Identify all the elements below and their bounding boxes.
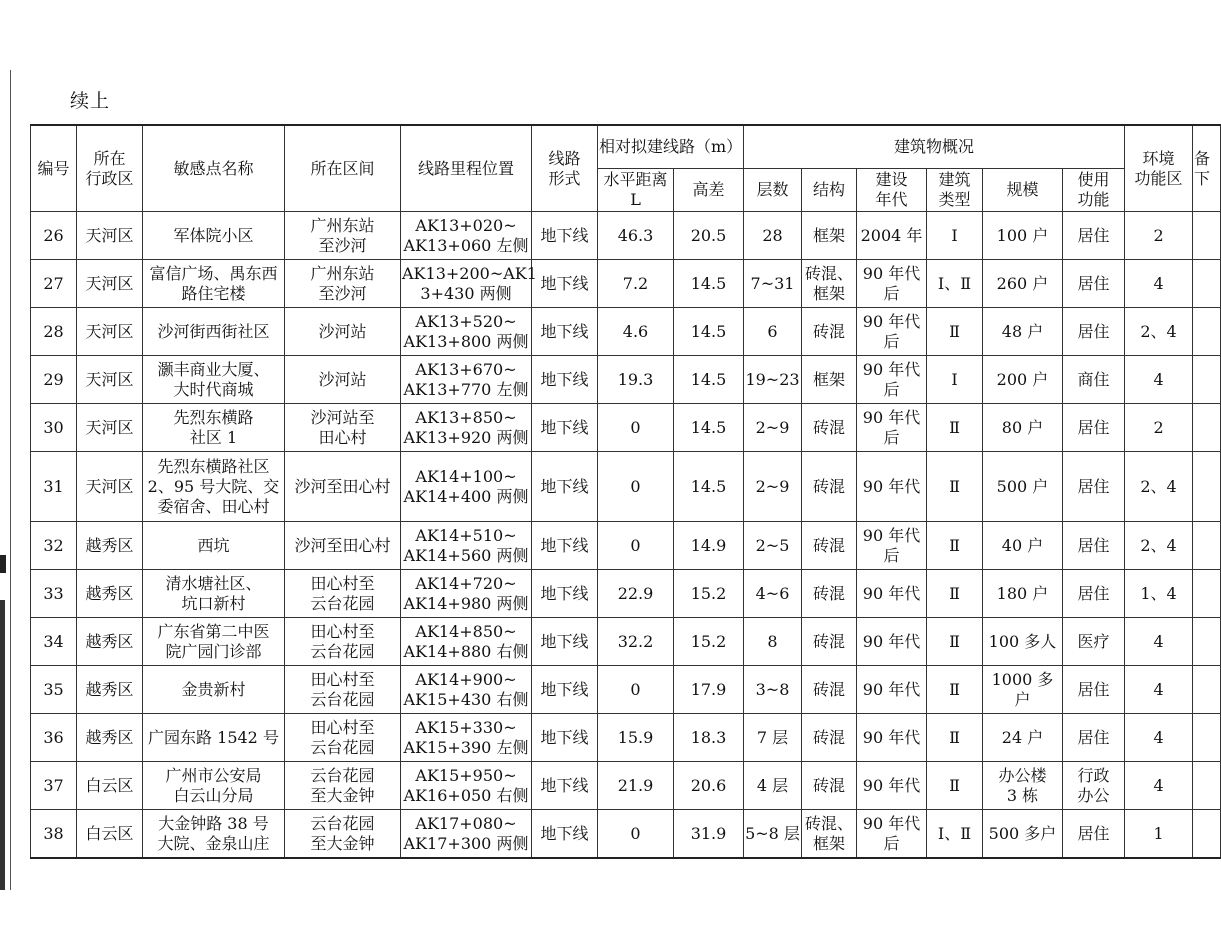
- cell-id: 36: [31, 714, 77, 762]
- cell-id: 35: [31, 666, 77, 714]
- cell-structure: 砖混: [802, 666, 857, 714]
- cell-name: 大金钟路 38 号 大院、金泉山庄: [143, 810, 285, 859]
- cell-mileage: AK14+850~ AK14+880 右侧: [401, 618, 532, 666]
- cell-env-zone: 2、4: [1125, 308, 1193, 356]
- cell-env-zone: 1: [1125, 810, 1193, 859]
- cell-build-era: 90 年代: [857, 714, 927, 762]
- cell-structure: 砖混: [802, 452, 857, 522]
- cell-cut: [1193, 714, 1221, 762]
- cell-env-zone: 2: [1125, 212, 1193, 260]
- table-row: [31, 810, 1221, 859]
- table-row: [31, 212, 1221, 260]
- table-row: [31, 522, 1221, 570]
- cell-height-diff: 15.2: [674, 570, 744, 618]
- cell-build-era: 90 年代 后: [857, 260, 927, 308]
- cell-floors: 5~8 层: [744, 810, 802, 859]
- cell-env-zone: 2、4: [1125, 522, 1193, 570]
- cell-floors: 7 层: [744, 714, 802, 762]
- header-section: 所在区间: [285, 125, 401, 212]
- cell-horizontal: 0: [598, 404, 674, 452]
- cell-district: 白云区: [77, 762, 143, 810]
- cell-id: 26: [31, 212, 77, 260]
- cell-cut: [1193, 570, 1221, 618]
- cell-cut: [1193, 810, 1221, 859]
- cell-district: 越秀区: [77, 618, 143, 666]
- cell-section: 沙河站: [285, 356, 401, 404]
- cell-horizontal: 19.3: [598, 356, 674, 404]
- cell-horizontal: 22.9: [598, 570, 674, 618]
- cell-building-type: Ⅰ、Ⅱ: [927, 260, 983, 308]
- cell-env-zone: 1、4: [1125, 570, 1193, 618]
- cell-floors: 6: [744, 308, 802, 356]
- cell-usage: 居住: [1063, 260, 1125, 308]
- cell-section: 沙河至田心村: [285, 522, 401, 570]
- cell-building-type: Ⅱ: [927, 522, 983, 570]
- header-building-group: 建筑物概况: [744, 125, 1125, 169]
- cell-usage: 居住: [1063, 404, 1125, 452]
- cell-height-diff: 15.2: [674, 618, 744, 666]
- cell-id: 31: [31, 452, 77, 522]
- cell-district: 天河区: [77, 308, 143, 356]
- cell-mileage: AK14+720~ AK14+980 两侧: [401, 570, 532, 618]
- header-env-zone: 环境 功能区: [1125, 125, 1193, 212]
- cell-id: 27: [31, 260, 77, 308]
- cell-scale: 80 户: [983, 404, 1063, 452]
- binding-edge-mark: [0, 555, 6, 573]
- cell-floors: 2~5: [744, 522, 802, 570]
- cell-section: 云台花园 至大金钟: [285, 762, 401, 810]
- cell-horizontal: 0: [598, 666, 674, 714]
- cell-line-form: 地下线: [532, 452, 598, 522]
- cell-build-era: 90 年代 后: [857, 356, 927, 404]
- table-row: [31, 452, 1221, 522]
- cell-cut: [1193, 356, 1221, 404]
- cell-structure: 框架: [802, 212, 857, 260]
- cell-line-form: 地下线: [532, 356, 598, 404]
- cell-usage: 居住: [1063, 714, 1125, 762]
- cell-section: 田心村至 云台花园: [285, 714, 401, 762]
- cell-mileage: AK14+900~ AK15+430 右侧: [401, 666, 532, 714]
- cell-mileage: AK13+200~AK1 3+430 两侧: [401, 260, 532, 308]
- cell-district: 天河区: [77, 260, 143, 308]
- cell-cut: [1193, 618, 1221, 666]
- cell-building-type: Ⅱ: [927, 404, 983, 452]
- table-row: [31, 356, 1221, 404]
- cell-name: 金贵新村: [143, 666, 285, 714]
- header-horizontal: 水平距离 L: [598, 169, 674, 212]
- cell-height-diff: 20.6: [674, 762, 744, 810]
- cell-height-diff: 14.9: [674, 522, 744, 570]
- cell-district: 天河区: [77, 452, 143, 522]
- cell-horizontal: 4.6: [598, 308, 674, 356]
- cell-env-zone: 4: [1125, 618, 1193, 666]
- cell-cut: [1193, 308, 1221, 356]
- header-cut-column: 备 下: [1193, 125, 1221, 212]
- header-district: 所在 行政区: [77, 125, 143, 212]
- header-line-form: 线路 形式: [532, 125, 598, 212]
- cell-cut: [1193, 452, 1221, 522]
- table-row: [31, 260, 1221, 308]
- cell-building-type: Ⅱ: [927, 452, 983, 522]
- cell-name: 清水塘社区、 坑口新村: [143, 570, 285, 618]
- cell-usage: 居住: [1063, 666, 1125, 714]
- table-row: [31, 618, 1221, 666]
- cell-section: 田心村至 云台花园: [285, 666, 401, 714]
- cell-mileage: AK15+950~ AK16+050 右侧: [401, 762, 532, 810]
- cell-section: 田心村至 云台花园: [285, 618, 401, 666]
- cell-usage: 商住: [1063, 356, 1125, 404]
- cell-usage: 居住: [1063, 452, 1125, 522]
- cell-line-form: 地下线: [532, 762, 598, 810]
- cell-structure: 砖混: [802, 714, 857, 762]
- cell-line-form: 地下线: [532, 308, 598, 356]
- left-margin-rule: [10, 70, 11, 890]
- cell-cut: [1193, 666, 1221, 714]
- cell-usage: 居住: [1063, 810, 1125, 859]
- cell-height-diff: 18.3: [674, 714, 744, 762]
- cell-id: 28: [31, 308, 77, 356]
- cell-build-era: 90 年代: [857, 762, 927, 810]
- header-usage: 使用 功能: [1063, 169, 1125, 212]
- header-building-type: 建筑 类型: [927, 169, 983, 212]
- table-row: [31, 762, 1221, 810]
- cell-build-era: 90 年代: [857, 618, 927, 666]
- cell-cut: [1193, 260, 1221, 308]
- cell-district: 越秀区: [77, 522, 143, 570]
- cell-mileage: AK14+100~ AK14+400 两侧: [401, 452, 532, 522]
- continued-label: 续上: [70, 90, 111, 112]
- cell-cut: [1193, 522, 1221, 570]
- cell-section: 云台花园 至大金钟: [285, 810, 401, 859]
- cell-build-era: 90 年代 后: [857, 810, 927, 859]
- cell-horizontal: 0: [598, 452, 674, 522]
- cell-name: 广东省第二中医 院广园门诊部: [143, 618, 285, 666]
- header-id: 编号: [31, 125, 77, 212]
- cell-mileage: AK14+510~ AK14+560 两侧: [401, 522, 532, 570]
- cell-build-era: 90 年代: [857, 666, 927, 714]
- cell-scale: 260 户: [983, 260, 1063, 308]
- cell-structure: 砖混、 框架: [802, 260, 857, 308]
- cell-mileage: AK13+670~ AK13+770 左侧: [401, 356, 532, 404]
- cell-district: 越秀区: [77, 714, 143, 762]
- header-build-era: 建设 年代: [857, 169, 927, 212]
- table-row: [31, 404, 1221, 452]
- cell-horizontal: 21.9: [598, 762, 674, 810]
- cell-env-zone: 4: [1125, 260, 1193, 308]
- cell-building-type: Ⅱ: [927, 762, 983, 810]
- cell-building-type: Ⅱ: [927, 308, 983, 356]
- cell-building-type: Ⅱ: [927, 714, 983, 762]
- cell-usage: 行政 办公: [1063, 762, 1125, 810]
- cell-building-type: Ⅰ: [927, 212, 983, 260]
- cell-cut: [1193, 762, 1221, 810]
- cell-name: 富信广场、禺东西 路住宅楼: [143, 260, 285, 308]
- cell-floors: 4 层: [744, 762, 802, 810]
- cell-structure: 框架: [802, 356, 857, 404]
- cell-name: 西坑: [143, 522, 285, 570]
- cell-structure: 砖混: [802, 522, 857, 570]
- cell-id: 30: [31, 404, 77, 452]
- cell-cut: [1193, 212, 1221, 260]
- cell-id: 29: [31, 356, 77, 404]
- cell-structure: 砖混: [802, 308, 857, 356]
- cell-height-diff: 14.5: [674, 404, 744, 452]
- cell-mileage: AK13+520~ AK13+800 两侧: [401, 308, 532, 356]
- cell-floors: 4~6: [744, 570, 802, 618]
- cell-scale: 180 户: [983, 570, 1063, 618]
- cell-id: 33: [31, 570, 77, 618]
- cell-floors: 8: [744, 618, 802, 666]
- cell-line-form: 地下线: [532, 404, 598, 452]
- cell-district: 白云区: [77, 810, 143, 859]
- cell-build-era: 90 年代 后: [857, 308, 927, 356]
- cell-floors: 3~8: [744, 666, 802, 714]
- cell-build-era: 90 年代: [857, 452, 927, 522]
- cell-section: 广州东站 至沙河: [285, 212, 401, 260]
- table-row: [31, 666, 1221, 714]
- cell-building-type: Ⅱ: [927, 570, 983, 618]
- cell-name: 沙河街西街社区: [143, 308, 285, 356]
- cell-line-form: 地下线: [532, 212, 598, 260]
- header-structure: 结构: [802, 169, 857, 212]
- cell-scale: 办公楼 3 栋: [983, 762, 1063, 810]
- cell-mileage: AK13+020~ AK13+060 左侧: [401, 212, 532, 260]
- header-floors: 层数: [744, 169, 802, 212]
- cell-scale: 40 户: [983, 522, 1063, 570]
- cell-structure: 砖混: [802, 618, 857, 666]
- cell-structure: 砖混: [802, 762, 857, 810]
- cell-section: 广州东站 至沙河: [285, 260, 401, 308]
- table-row: [31, 308, 1221, 356]
- cell-line-form: 地下线: [532, 260, 598, 308]
- cell-section: 田心村至 云台花园: [285, 570, 401, 618]
- header-height-diff: 高差: [674, 169, 744, 212]
- cell-horizontal: 15.9: [598, 714, 674, 762]
- cell-scale: 500 户: [983, 452, 1063, 522]
- cell-usage: 居住: [1063, 522, 1125, 570]
- cell-line-form: 地下线: [532, 522, 598, 570]
- cell-scale: 48 户: [983, 308, 1063, 356]
- cell-height-diff: 14.5: [674, 260, 744, 308]
- cell-line-form: 地下线: [532, 618, 598, 666]
- cell-horizontal: 46.3: [598, 212, 674, 260]
- cell-height-diff: 14.5: [674, 452, 744, 522]
- cell-mileage: AK17+080~ AK17+300 两侧: [401, 810, 532, 859]
- cell-building-type: Ⅱ: [927, 618, 983, 666]
- cell-section: 沙河站: [285, 308, 401, 356]
- cell-scale: 1000 多户: [983, 666, 1063, 714]
- cell-height-diff: 17.9: [674, 666, 744, 714]
- cell-district: 越秀区: [77, 666, 143, 714]
- cell-floors: 2~9: [744, 404, 802, 452]
- cell-env-zone: 2: [1125, 404, 1193, 452]
- cell-horizontal: 0: [598, 522, 674, 570]
- cell-cut: [1193, 404, 1221, 452]
- cell-name: 广园东路 1542 号: [143, 714, 285, 762]
- cell-name: 先烈东横路社区 2、95 号大院、交 委宿舍、田心村: [143, 452, 285, 522]
- cell-district: 天河区: [77, 404, 143, 452]
- sensitive-points-table: [30, 124, 1221, 859]
- cell-floors: 19~23: [744, 356, 802, 404]
- cell-name: 灏丰商业大厦、 大时代商城: [143, 356, 285, 404]
- cell-line-form: 地下线: [532, 570, 598, 618]
- cell-building-type: Ⅱ: [927, 666, 983, 714]
- cell-height-diff: 14.5: [674, 356, 744, 404]
- cell-id: 38: [31, 810, 77, 859]
- cell-env-zone: 4: [1125, 666, 1193, 714]
- cell-height-diff: 20.5: [674, 212, 744, 260]
- table-row: [31, 714, 1221, 762]
- cell-line-form: 地下线: [532, 810, 598, 859]
- cell-scale: 100 多人: [983, 618, 1063, 666]
- cell-structure: 砖混、 框架: [802, 810, 857, 859]
- cell-scale: 24 户: [983, 714, 1063, 762]
- cell-line-form: 地下线: [532, 666, 598, 714]
- cell-usage: 居住: [1063, 212, 1125, 260]
- cell-env-zone: 4: [1125, 714, 1193, 762]
- cell-district: 天河区: [77, 212, 143, 260]
- cell-env-zone: 4: [1125, 356, 1193, 404]
- cell-scale: 500 多户: [983, 810, 1063, 859]
- cell-mileage: AK13+850~ AK13+920 两侧: [401, 404, 532, 452]
- cell-horizontal: 0: [598, 810, 674, 859]
- cell-env-zone: 2、4: [1125, 452, 1193, 522]
- cell-mileage: AK15+330~ AK15+390 左侧: [401, 714, 532, 762]
- header-mileage: 线路里程位置: [401, 125, 532, 212]
- cell-scale: 200 户: [983, 356, 1063, 404]
- table-row: [31, 570, 1221, 618]
- cell-build-era: 2004 年: [857, 212, 927, 260]
- cell-district: 越秀区: [77, 570, 143, 618]
- cell-section: 沙河站至 田心村: [285, 404, 401, 452]
- cell-horizontal: 32.2: [598, 618, 674, 666]
- cell-usage: 居住: [1063, 570, 1125, 618]
- cell-id: 37: [31, 762, 77, 810]
- cell-build-era: 90 年代: [857, 570, 927, 618]
- cell-usage: 医疗: [1063, 618, 1125, 666]
- cell-env-zone: 4: [1125, 762, 1193, 810]
- cell-id: 34: [31, 618, 77, 666]
- cell-floors: 2~9: [744, 452, 802, 522]
- cell-structure: 砖混: [802, 404, 857, 452]
- cell-floors: 28: [744, 212, 802, 260]
- cell-structure: 砖混: [802, 570, 857, 618]
- header-scale: 规模: [983, 169, 1063, 212]
- cell-scale: 100 户: [983, 212, 1063, 260]
- cell-district: 天河区: [77, 356, 143, 404]
- cell-name: 军体院小区: [143, 212, 285, 260]
- cell-id: 32: [31, 522, 77, 570]
- cell-height-diff: 14.5: [674, 308, 744, 356]
- cell-usage: 居住: [1063, 308, 1125, 356]
- cell-floors: 7~31: [744, 260, 802, 308]
- cell-building-type: Ⅰ、Ⅱ: [927, 810, 983, 859]
- cell-building-type: Ⅰ: [927, 356, 983, 404]
- cell-section: 沙河至田心村: [285, 452, 401, 522]
- binding-edge-mark: [0, 600, 5, 890]
- cell-build-era: 90 年代 后: [857, 522, 927, 570]
- cell-horizontal: 7.2: [598, 260, 674, 308]
- cell-line-form: 地下线: [532, 714, 598, 762]
- header-name: 敏感点名称: [143, 125, 285, 212]
- cell-height-diff: 31.9: [674, 810, 744, 859]
- header-relative-group: 相对拟建线路（m）: [598, 125, 744, 169]
- cell-name: 广州市公安局 白云山分局: [143, 762, 285, 810]
- cell-name: 先烈东横路 社区 1: [143, 404, 285, 452]
- cell-build-era: 90 年代 后: [857, 404, 927, 452]
